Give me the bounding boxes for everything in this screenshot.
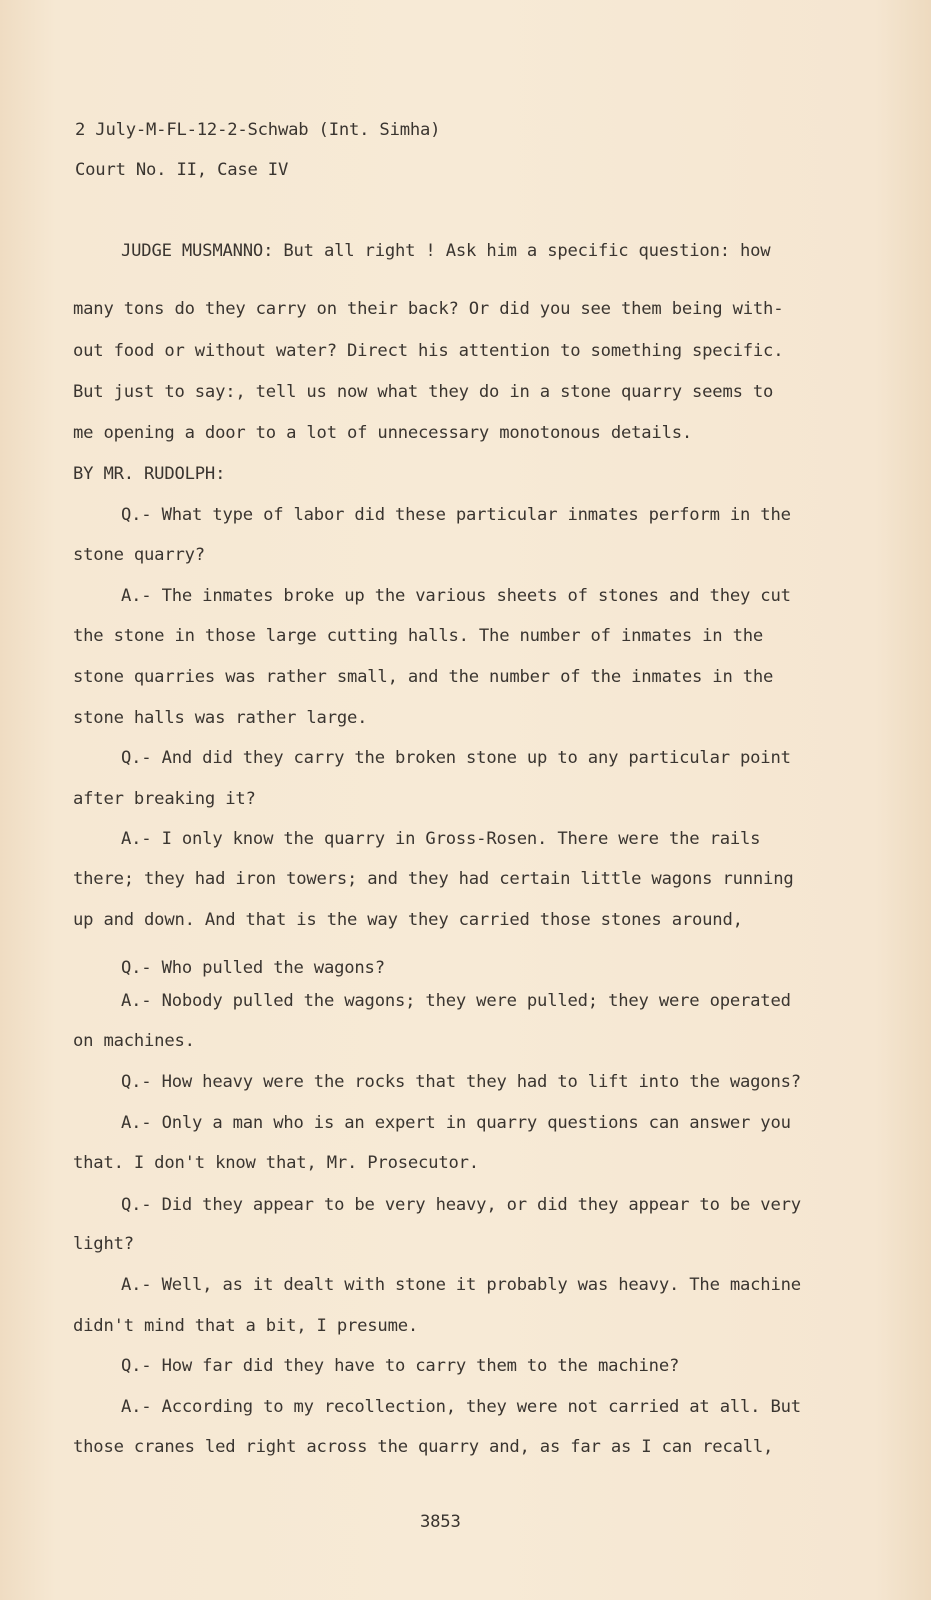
text-line: the stone in those large cutting halls. The number of inmates in the: [73, 626, 764, 646]
text-line: stone quarry?: [73, 545, 205, 565]
header-case-line: 2 July-M-FL-12-2-Schwab (Int. Simha): [75, 120, 441, 140]
answer-line: A.- Well, as it dealt with stone it probably was heavy. The machine: [121, 1275, 801, 1295]
text-line: out food or without water? Direct his attention to something specific.: [73, 341, 784, 361]
page-number: 3853: [420, 1512, 461, 1532]
question-line: Q.- And did they carry the broken stone up to any particular point: [121, 748, 791, 768]
text-line: up and down. And that is the way they carried those stones around,: [73, 910, 743, 930]
question-line: Q.- Who pulled the wagons?: [121, 958, 385, 978]
header-court-line: Court No. II, Case IV: [75, 160, 289, 180]
text-line: on machines.: [73, 1031, 195, 1051]
text-line: me opening a door to a lot of unnecessary monotonous details.: [73, 423, 693, 443]
text-line: didn't mind that a bit, I presume.: [73, 1316, 419, 1336]
question-line: Q.- How far did they have to carry them to the machine?: [121, 1356, 680, 1376]
answer-line: A.- Only a man who is an expert in quarry questions can answer you: [121, 1113, 791, 1133]
text-line: those cranes led right across the quarry and, as far as I can recall,: [73, 1437, 774, 1457]
question-line: Q.- How heavy were the rocks that they had to lift into the wagons?: [121, 1072, 801, 1092]
text-line: stone quarries was rather small, and the number of the inmates in the: [73, 667, 774, 687]
answer-line: A.- I only know the quarry in Gross-Rosen. There were the rails: [121, 829, 761, 849]
text-line: after breaking it?: [73, 789, 256, 809]
question-line: Q.- What type of labor did these particular inmates perform in the: [121, 505, 791, 525]
speaker-label: BY MR. RUDOLPH:: [73, 464, 226, 484]
text-line: light?: [73, 1234, 134, 1254]
answer-line: A.- According to my recollection, they were not carried at all. But: [121, 1397, 801, 1417]
text-line: that. I don't know that, Mr. Prosecutor.: [73, 1153, 479, 1173]
text-line: JUDGE MUSMANNO: But all right ! Ask him a specific question: how: [121, 241, 771, 261]
text-line: But just to say:, tell us now what they do in a stone quarry seems to: [73, 382, 774, 402]
text-line: there; they had iron towers; and they had certain little wagons running: [73, 869, 794, 889]
text-line: stone halls was rather large.: [73, 708, 368, 728]
question-line: Q.- Did they appear to be very heavy, or did they appear to be very: [121, 1195, 801, 1215]
text-line: many tons do they carry on their back? Or did you see them being with-: [73, 299, 784, 319]
answer-line: A.- Nobody pulled the wagons; they were pulled; they were operated: [121, 991, 791, 1011]
answer-line: A.- The inmates broke up the various sheets of stones and they cut: [121, 586, 791, 606]
